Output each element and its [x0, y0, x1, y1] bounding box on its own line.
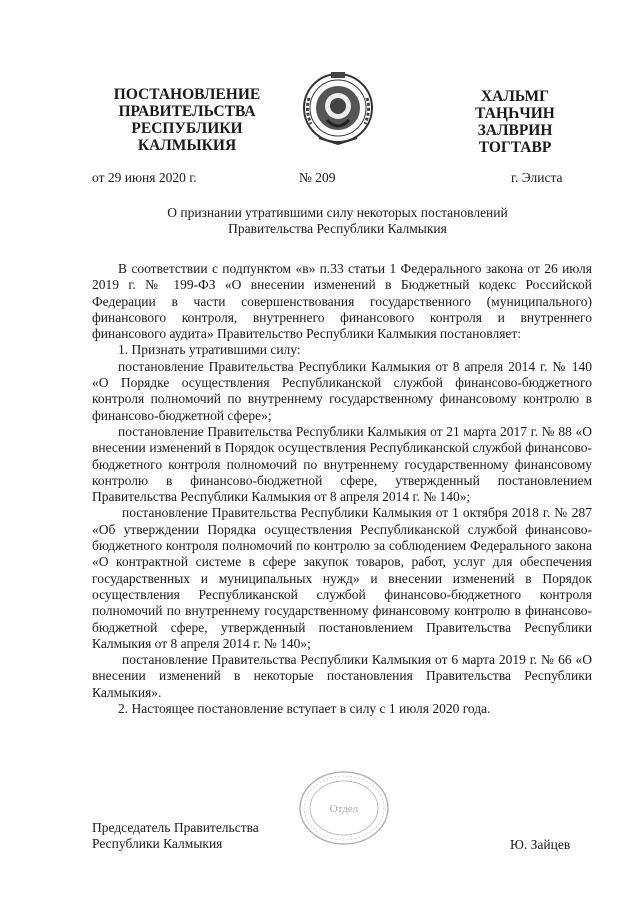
document-body [92, 261, 592, 717]
signatory-name: Ю. Зайцев [510, 837, 571, 852]
signatory-position [92, 820, 259, 853]
official-stamp-icon [298, 770, 390, 846]
subject-line: О признании утратившими силу некоторых постановлений [167, 205, 508, 220]
act-paragraph: постановление Правительства Республики Калмыкия от 8 апреля 2014 г. № 140 «О Порядке осуществления Республиканской службой финансово-бюджетного контроля полномочий по внутреннему государственному финансовому контролю в финансово-бюджетной сфере»; [92, 358, 592, 423]
subject-line: Правительства Республики Калмыкия [228, 220, 447, 236]
preamble-paragraph: В соответствии с подпунктом «в» п.33 статьи 1 Федерального закона от 26 июля 2019 г. № 199-ФЗ «О внесении изменений в Бюджетный кодекс Российской Федерации в части совершенствования государственного (муниципального) финансового контроля, внутреннего финансового контроля и внутреннего финансового аудита» Правительство Республики Калмыкия постановляет: [92, 261, 592, 342]
stamp-text: Отдел [329, 803, 359, 815]
act-paragraph: постановление Правительства Республики Калмыкия от 21 марта 2017 г. № 88 «О внесении изменений в Порядок осуществления Республиканской службой финансово-бюджетного контроля полномочий по внутреннему государственному финансовому контролю в финансово-бюджетной сфере, утвержденный постановлением Правительства Республики Калмыкия от 8 апреля 2014 г. № 140»; [92, 423, 592, 505]
header-line: ТАҢҺЧИН [475, 105, 555, 122]
document-date: от 29 июня 2020 г. [92, 170, 197, 185]
document-subject [60, 205, 615, 236]
position-line: Председатель Правительства [92, 820, 259, 835]
kalmykia-emblem-icon [297, 68, 379, 148]
item-1-paragraph: 1. Признать утратившими силу: [118, 342, 301, 358]
header-line: ПОСТАНОВЛЕНИЕ [113, 86, 261, 103]
position-line: Республики Калмыкия [92, 836, 223, 852]
header-title-kalmyk [455, 88, 575, 156]
header-line: РЕСПУБЛИКИ [131, 120, 243, 137]
item-2-paragraph: 2. Настоящее постановление вступает в силу с 1 июля 2020 года. [118, 701, 491, 717]
act-paragraph: постановление Правительства Республики Калмыкия от 1 октября 2018 г. № 287 «Об утверждении Порядка осуществления Республиканской службой финансово-бюджетного контроля полномочий по контролю за соблюдением Федерального закона «О контрактной системе в сфере закупок товаров, работ, услуг для обеспечения государственных и муниципальных нужд» и внесении изменений в Порядок осуществления Республиканской службой финансово-бюджетного контроля полномочий по внутреннему государственному финансовому контролю в финансово-бюджетной сфере, утвержденный постановлением Правительства Республики Калмыкия от 8 апреля 2014 г. № 140»; [92, 505, 592, 651]
header-title-russian [92, 86, 282, 154]
document-number: № 209 [299, 170, 336, 185]
header-line: ТОГТАВР [478, 139, 552, 156]
document-city: г. Элиста [511, 170, 563, 185]
header-line: ПРАВИТЕЛЬСТВА [118, 103, 256, 120]
header-line: КАЛМЫКИЯ [137, 137, 237, 154]
header-line: ХАЛЬМГ [480, 88, 550, 105]
header-line: ЗАЛВРИН [477, 122, 553, 139]
act-paragraph: постановление Правительства Республики Калмыкия от 6 марта 2019 г. № 66 «О внесении изменений в некоторые постановления Правительства Республики Калмыкия». [92, 652, 592, 700]
